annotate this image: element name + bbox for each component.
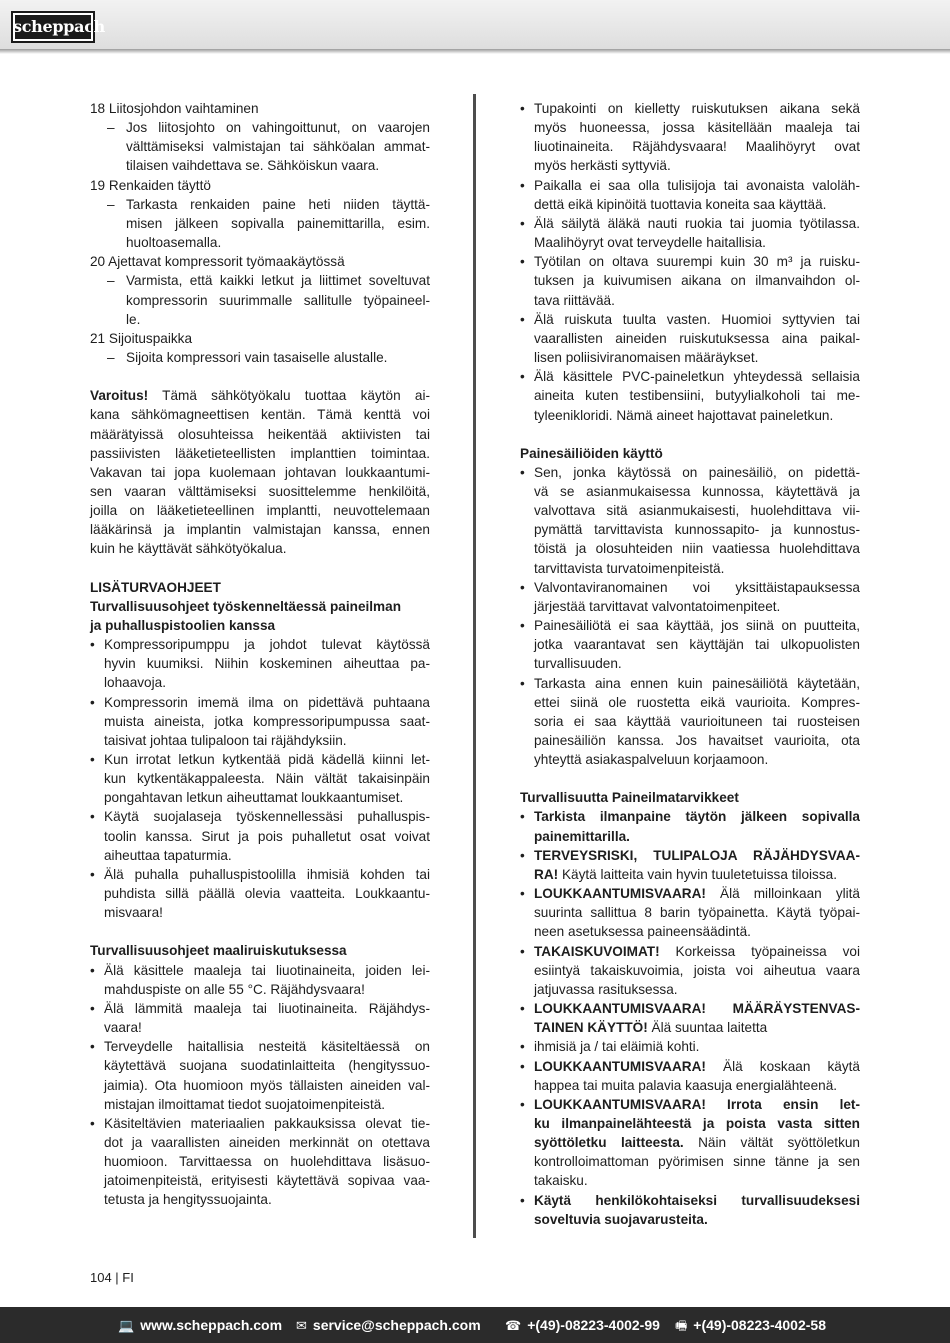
bold-text: TERVEYSRISKI, TULIPALOJA RÄJÄHDYSVAA- xyxy=(534,847,860,863)
text-line: huoltoasemalla. xyxy=(126,235,222,251)
text-line: tetusta ja hengityssuojainta. xyxy=(104,1192,272,1208)
warning-text: Tämä sähkötyökalu tuottaa käytön ai- xyxy=(148,388,430,404)
text-line: le. xyxy=(126,311,141,327)
text-line xyxy=(534,1152,860,1171)
text-line xyxy=(534,1210,860,1229)
warning-text: kuin he käyttävät sähkötyökalua. xyxy=(90,541,287,557)
spacer xyxy=(520,769,860,788)
text-line: käytettävä suojana suodatinlaitteita (hengityssuo- xyxy=(104,1058,430,1074)
fax-icon: 🖷 xyxy=(675,1318,688,1333)
text-line: pymättä tarvittavista kunnossapito- ja kunnostus- xyxy=(534,522,860,538)
text-line xyxy=(534,1057,860,1076)
warning-text: joilla on lääketieteellinen implantti, neuvottelemaan xyxy=(90,503,430,519)
scheppach-logo: scheppach xyxy=(11,11,95,43)
bold-text: TAINEN KÄYTTÖ! xyxy=(534,1020,648,1036)
text-line: töistä ja olosuhteiden niin vaatiessa huolehdittava xyxy=(534,541,860,557)
warning-text: sen vaaran välttämiseksi suosittelemme henkilöitä, xyxy=(90,483,430,499)
text-line xyxy=(534,1037,860,1056)
text: Älä koskaan käytä xyxy=(705,1058,860,1074)
bullet-item xyxy=(520,1191,860,1229)
bullet-item xyxy=(520,310,860,367)
text-line xyxy=(90,539,430,558)
text-line: mahduspiste on alle 55 °C. Räjähdysvaara! xyxy=(104,981,365,997)
bullet-item xyxy=(90,750,430,807)
text-line xyxy=(534,1133,860,1152)
text-line: painesäiliön kanssa. Jos havaitset vaurioita, ota xyxy=(534,733,860,748)
text-line: vä se asianmukaisessa kunnossa, käytettävä ja xyxy=(534,483,860,499)
bullet-item xyxy=(520,99,860,176)
warning-text: Vakavan tai jopa kuolemaan johtavan loukkaantumi- xyxy=(90,464,430,480)
text-line: ettei siinä ole ruostetta eikä vaurioita. Kompres- xyxy=(534,694,860,710)
text-line: aineita kuten testibensiini, butyylialkoholi tai me- xyxy=(534,388,860,404)
text-line xyxy=(534,884,860,903)
text-line: misvaara! xyxy=(104,905,163,921)
text-line: turvallisuuden. xyxy=(534,656,622,672)
footer-website[interactable] xyxy=(118,1316,282,1335)
text: Älä milloinkaan ylitä xyxy=(705,886,860,902)
text: takaisku. xyxy=(534,1173,588,1189)
section-title: Painesäiliöiden käyttö xyxy=(520,445,663,461)
bullet-item xyxy=(520,1057,860,1095)
footer-phone-text: +(49)-08223-4002-99 xyxy=(527,1317,660,1333)
bullet-item xyxy=(520,1037,860,1056)
text-line xyxy=(534,980,860,999)
text-line: puhdista sillä päällä olevia vaatteita. Loukkaantu- xyxy=(104,886,430,902)
text-line xyxy=(534,1018,860,1037)
text-line xyxy=(90,386,430,405)
text-line: myös huoneessa, jossa käsitellään maaleja tai xyxy=(534,120,860,136)
text-line: • Työtilan on oltava suurempi kuin 30 m³ ja ruisku- xyxy=(534,254,860,270)
warning-text: määrätyissä olosuhteissa heikentää aktiivisten tai xyxy=(90,426,430,442)
text-line: • Kompressorin imemä ilma on pidettävä puhtaana xyxy=(104,694,430,710)
text-line: jotka vaarantavat sen käyttäjän tai ulkopuolisten xyxy=(534,637,860,653)
spacer xyxy=(90,367,430,386)
left-column xyxy=(90,99,430,1210)
text: kontrolloimattoman pyörimisen sinne tänne ja sen xyxy=(534,1154,860,1170)
text-line: kun kytkentäkappaleesta. Näin vältät takaisinpäin xyxy=(104,771,430,787)
text-line: • Älä säilytä äläkä nauti ruokia tai juomia työtilassa. xyxy=(534,215,860,231)
text-line xyxy=(90,444,430,463)
text-line xyxy=(90,405,430,424)
text-line xyxy=(534,1114,860,1133)
text-line: lohaavoja. xyxy=(104,675,166,691)
text-line xyxy=(534,1095,860,1114)
bullet-item xyxy=(520,999,860,1037)
bullet-item xyxy=(520,884,860,941)
dash-item xyxy=(90,195,430,252)
text-line xyxy=(90,501,430,520)
bullet-item xyxy=(90,961,430,999)
text-line: soria ei saa käyttää vaurioituneen tai ruosteisen xyxy=(534,713,860,729)
text-line: • Sen, jonka käytössä on painesäiliö, on pidettä- xyxy=(534,464,860,480)
bold-text: LOUKKAANTUMISVAARA! MÄÄRÄYSTENVAS- xyxy=(534,1001,860,1017)
text-line: • Painesäiliötä ei saa käyttää, jos siinä on puutteita, xyxy=(534,618,860,634)
numbered-heading: 18 Liitosjohdon vaihtaminen xyxy=(90,101,259,116)
text-line xyxy=(534,827,860,846)
section-title: Turvallisuutta Paineilmatarvikkeet xyxy=(520,790,739,806)
bold-text: Tarkista ilmanpaine täytön jälkeen sopivalla xyxy=(534,809,860,825)
mail-icon: ✉ xyxy=(296,1318,307,1333)
bullet-item xyxy=(520,367,860,424)
text-line xyxy=(534,903,860,922)
bullet-item xyxy=(520,252,860,309)
spacer xyxy=(90,559,430,578)
text-line: välttämiseksi valmistajan tai sähköalan ammat- xyxy=(126,139,430,155)
column-divider xyxy=(473,94,476,1238)
text-line: yhteyttä asiakaspalveluun korjaamoon. xyxy=(534,752,769,768)
numbered-heading: 21 Sijoituspaikka xyxy=(90,330,193,346)
footer-phone xyxy=(505,1316,660,1335)
bullet-item xyxy=(90,1114,430,1210)
text-line xyxy=(534,1076,860,1095)
text-line: mistajan ilmoittamat tiedot suojatoimenpiteistä. xyxy=(104,1096,386,1112)
text-line: • Käsiteltävien materiaalien pakkauksissa olevat tie- xyxy=(104,1115,430,1131)
text-line xyxy=(90,463,430,482)
text-line xyxy=(534,1191,860,1210)
text-line: – Jos liitosjohto on vahingoittunut, on vaarojen xyxy=(126,120,430,136)
bullet-item xyxy=(90,1037,430,1114)
bullet-item xyxy=(520,807,860,845)
bold-text: ku ilmanpainelähteestä ja poista vasta sitten xyxy=(534,1115,860,1131)
text: esiintyä takaiskuvoimia, joista voi aiheutua vaara xyxy=(534,962,860,978)
text-line xyxy=(534,942,860,961)
bullet-item xyxy=(90,693,430,750)
text-line: • Terveydelle haitallisia nesteitä käsiteltäessä on xyxy=(104,1039,430,1055)
text-line: hyvin kuumiksi. Niihin koskeminen aiheuttaa pa- xyxy=(104,656,430,672)
footer-email[interactable] xyxy=(296,1316,481,1335)
bold-text: RA! xyxy=(534,866,559,882)
text-line: dot ja vaarallisten aineiden merkinnät on otettava xyxy=(104,1134,430,1150)
text-line: • Kompressoripumppu ja johdot tulevat käytössä xyxy=(104,637,430,653)
text-line: aiheuttaa tapaturmia. xyxy=(104,847,232,863)
text-line: jatoimenpiteistä, erityisesti käytettävä sopivaa vaa- xyxy=(104,1173,430,1189)
text-line: • Älä ruiskuta tuulta vasten. Huomioi syttyvien tai xyxy=(534,311,860,327)
bold-text: painemittarilla. xyxy=(534,828,630,844)
text-line: huomioon. Tarvittaessa on huolehdittava lisäsuo- xyxy=(104,1154,430,1170)
text-line xyxy=(534,865,860,884)
text-line: misen jälkeen sopivalla painemittarilla, esim. xyxy=(126,215,430,231)
numbered-heading: 19 Renkaiden täyttö xyxy=(90,177,211,193)
numbered-heading: 20 Ajettavat kompressorit työmaakäytössä xyxy=(90,254,345,270)
text-line: myös herkästi syttyviä. xyxy=(534,158,671,174)
warning-text: lääkärinsä ja implantin valmistajan kanssa, ennen xyxy=(90,522,430,538)
text-line: vaara! xyxy=(104,1020,142,1036)
text: neen asetuksessa paineensäädintä. xyxy=(534,924,751,940)
warning-text: kana sähkömagneettisen kentän. Tämä kenttä voi xyxy=(90,407,430,423)
text-line: – Sijoita kompressori vain tasaiselle alustalle. xyxy=(126,350,388,366)
bullet-item xyxy=(520,578,860,616)
text-line: • Kun irrotat letkun kytkentää pidä kädellä kiinni let- xyxy=(104,752,430,767)
text-line: • Älä käsittele PVC-paineletkun yhteydessä sellaisia xyxy=(534,369,860,385)
bold-text: LOUKKAANTUMISVAARA! xyxy=(534,1058,706,1074)
text: Korkeissa työpaineissa voi xyxy=(659,943,860,959)
bold-text: LOUKKAANTUMISVAARA! Irrota ensin let- xyxy=(534,1096,860,1112)
text-line: tava riittävää. xyxy=(534,292,615,308)
bullet-item xyxy=(90,635,430,692)
bullet-item xyxy=(90,999,430,1037)
section-title: Turvallisuusohjeet maaliruiskutuksessa xyxy=(90,943,347,959)
bullet-item xyxy=(520,846,860,884)
warning-label: Varoitus! xyxy=(90,388,149,404)
text: happea tai muita palavia kaasuja energialähteenä. xyxy=(534,1077,838,1093)
footer-fax-text: +(49)-08223-4002-58 xyxy=(693,1317,826,1333)
spacer xyxy=(90,922,430,941)
text-line: ja puhalluspistoolien kanssa xyxy=(90,617,276,633)
bold-text: LOUKKAANTUMISVAARA! xyxy=(534,886,706,902)
text-line: • Valvontaviranomainen voi yksittäistapauksessa xyxy=(534,579,860,595)
bullet-item xyxy=(520,1095,860,1191)
text: Käytä laitteita vain hyvin tuuletetuissa tiloissa. xyxy=(558,866,837,882)
text-line: pongahtavan letkun aiheuttamat loukkaantumiset. xyxy=(104,790,404,806)
footer-email-text: service@scheppach.com xyxy=(312,1317,481,1333)
bullet-item xyxy=(520,176,860,214)
text-line: tilaisen vaihdettava se. Sähköiskun vaara. xyxy=(126,158,380,174)
computer-icon: 💻 xyxy=(118,1318,135,1333)
text-line: liuotinaineita. Räjähdysvaara! Maalihöyryt ovat xyxy=(534,139,860,155)
right-column xyxy=(520,99,860,1229)
text-line xyxy=(534,961,860,980)
text-line: – Varmista, että kaikki letkut ja liittimet soveltuvat xyxy=(126,273,430,289)
text-line: Turvallisuusohjeet työskenneltäessä paineilman xyxy=(90,598,402,614)
text-line: • Älä käsittele maaleja tai liuotinaineita, joiden lei- xyxy=(104,962,430,978)
text-line xyxy=(90,520,430,539)
bullet-item xyxy=(520,616,860,673)
text-line xyxy=(534,846,860,865)
text-line: jaimia). Ota huomioon myös tällaisten aineiden val- xyxy=(104,1077,430,1093)
text-line xyxy=(90,482,430,501)
bold-text: syöttöletku laitteesta. xyxy=(534,1135,684,1151)
text-line: vaarallisten aineiden ruiskutuksessa aina paikal- xyxy=(534,330,860,346)
footer-fax xyxy=(675,1316,826,1335)
text-line: • Tupakointi on kielletty ruiskutuksen aikana sekä xyxy=(534,101,860,116)
bullet-item xyxy=(90,865,430,922)
warning-text: passiivisten lääketieteellisten implanttien toimintaa. xyxy=(90,445,430,461)
dash-item xyxy=(90,118,430,175)
text-line: toolin kanssa. Sirut ja pois puhalletut osat voivat xyxy=(104,828,430,844)
warning-paragraph xyxy=(90,386,430,558)
bullet-item xyxy=(520,674,860,770)
text-line: Maalihöyryt ovat terveydelle haitallisia. xyxy=(534,235,766,251)
header-bar xyxy=(0,0,950,49)
text-line: järjestää tarvittavat valvontatoimenpiteet. xyxy=(534,598,781,614)
text-line: • Käytä suojalaseja työskennellessäsi puhalluspis- xyxy=(104,809,430,825)
text-line: tuksen ja kuivumisen aikana on ilmanvaihdon ol- xyxy=(534,273,860,289)
footer-bar xyxy=(0,1307,950,1343)
text-line: • Tarkasta aina ennen kuin painesäiliötä käytetään, xyxy=(534,675,860,691)
text-line: lisen poliisiviranomaisen määräykset. xyxy=(534,350,759,366)
text-line: tarvittavista turvatoimenpiteistä. xyxy=(534,560,725,576)
text-line xyxy=(90,425,430,444)
text-line: • Paikalla ei saa olla tulisijoja tai avonaista valoläh- xyxy=(534,177,860,193)
text: jatjuvassa rasituksessa. xyxy=(534,981,678,997)
bold-text: soveltuvia suojavarusteita. xyxy=(534,1211,708,1227)
text-line xyxy=(534,1171,860,1190)
text: ihmisiä ja / tai eläimiä kohti. xyxy=(534,1039,700,1055)
text-line xyxy=(534,922,860,941)
text: Älä suuntaa laitetta xyxy=(647,1020,768,1036)
header-shadow xyxy=(0,49,950,54)
bullet-item xyxy=(90,807,430,864)
section-title: LISÄTURVAOHJEET xyxy=(90,579,221,595)
text-line: dettä eikä kipinöitä tuottavia koneita saa käyttää. xyxy=(534,196,827,212)
text-line: tyleenikloridi. Nämä aineet hajottavat paineletkun. xyxy=(534,407,834,423)
text-line: valvottava sitä asianmukaisesti, huolehdittava vii- xyxy=(534,503,860,519)
text-line: • Älä puhalla puhalluspistoolilla ihmisiä kohden tai xyxy=(104,866,430,882)
bullet-item xyxy=(520,463,860,578)
dash-item xyxy=(90,271,430,328)
phone-icon: ☎ xyxy=(505,1318,522,1333)
text-line: taisivat johtaa tulipaloon tai räjähdyksiin. xyxy=(104,732,347,748)
bullet-item xyxy=(520,214,860,252)
bold-text: TAKAISKUVOIMAT! xyxy=(534,943,660,959)
footer-website-text: www.scheppach.com xyxy=(140,1317,283,1333)
page-number: 104 | FI xyxy=(90,1270,134,1285)
text-line xyxy=(534,807,860,826)
text-line: – Tarkasta renkaiden paine heti niiden täyttä- xyxy=(126,196,430,212)
bold-text: Käytä henkilökohtaiseksi turvallisuudeksesi xyxy=(534,1192,860,1208)
dash-item xyxy=(90,348,430,367)
text-line: kompressorin suurimmalle sallitulle työpaineel- xyxy=(126,292,430,308)
text: Näin vältät syöttöletkun xyxy=(683,1135,860,1151)
text-line xyxy=(534,999,860,1018)
text: suurinta sallittua 8 barin työpainetta. Käytä työpai- xyxy=(534,905,860,921)
spacer xyxy=(520,425,860,444)
text-line: • Älä lämmitä maaleja tai liuotinaineita. Räjähdys- xyxy=(104,1000,430,1016)
bullet-item xyxy=(520,942,860,999)
text-line: muista aineista, jotka kompressoripumpussa saat- xyxy=(104,713,430,729)
